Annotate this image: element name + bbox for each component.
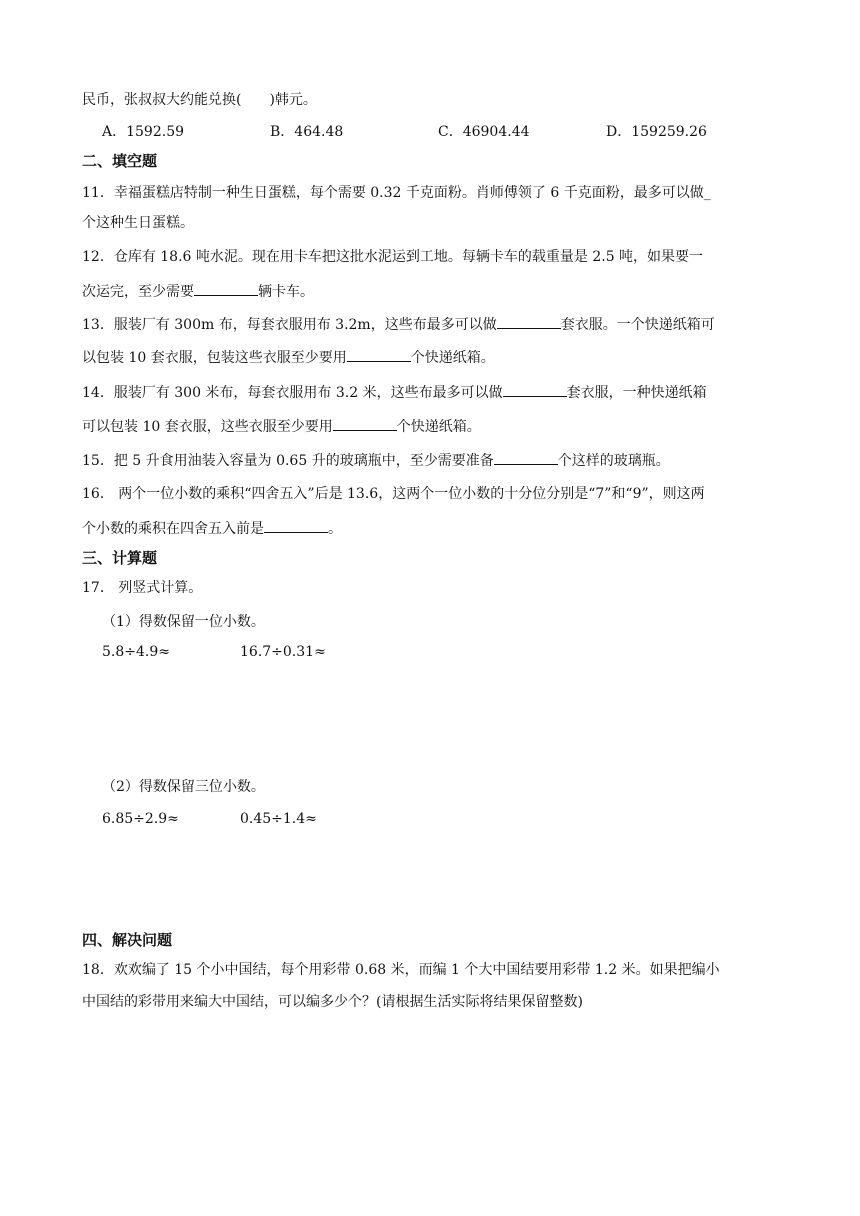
q10-options <box>0 122 860 142</box>
answer-blank[interactable] <box>497 314 561 329</box>
q17-part2-label: （2）得数保留三位小数。 <box>102 779 265 795</box>
q13-text-b: 套衣服。一个快递纸箱可 <box>560 317 715 333</box>
answer-blank[interactable] <box>264 518 328 533</box>
q13-text-d: 个快递纸箱。 <box>410 350 495 366</box>
q17-title: 17． 列竖式计算。 <box>82 580 203 596</box>
section-3-heading: 三、计算题 <box>82 549 158 567</box>
answer-blank[interactable] <box>194 281 258 296</box>
answer-blank[interactable] <box>333 416 397 431</box>
q14-text-c: 可以包装 10 套衣服，这些衣服至少要用 <box>82 419 333 435</box>
q13-text-c: 以包装 10 套衣服，包装这些衣服至少要用 <box>82 350 347 366</box>
q14-text-b: 套衣服，一种快递纸箱 <box>566 385 707 401</box>
q15-text-a: 15．把 5 升食用油装入容量为 0.65 升的玻璃瓶中，至少需要准备 <box>82 453 494 469</box>
q13-line1 <box>82 314 715 335</box>
q18-line1: 18．欢欢编了 15 个小中国结，每个用彩带 0.68 米，而编 1 个大中国结要用彩带 1.2 米。如果把编小 <box>82 962 720 978</box>
calc-item: 16.7÷0.31≈ <box>240 644 326 660</box>
q12-text-b: 辆卡车。 <box>258 284 314 300</box>
calc-item: 0.45÷1.4≈ <box>240 811 317 827</box>
q12-text-a: 次运完，至少需要 <box>82 284 194 300</box>
section-2-heading: 二、填空题 <box>82 152 158 170</box>
option-d: D．159259.26 <box>606 124 707 140</box>
q13-text-a: 13．服装厂有 300m 布，每套衣服用布 3.2m，这些布最多可以做 <box>82 317 497 333</box>
q10-tail: 民币，张叔叔大约能兑换( )韩元。 <box>82 92 317 108</box>
q11-line2: 个这种生日蛋糕。 <box>82 215 194 231</box>
option-a: A．1592.59 <box>102 124 185 140</box>
calc-item: 6.85÷2.9≈ <box>102 811 179 827</box>
answer-blank[interactable] <box>347 347 411 362</box>
answer-blank[interactable] <box>494 450 558 465</box>
answer-blank[interactable] <box>503 382 567 397</box>
q18-line2: 中国结的彩带用来编大中国结，可以编多少个？(请根据生活实际将结果保留整数) <box>82 994 583 1010</box>
q11-line1: 11．幸福蛋糕店特制一种生日蛋糕，每个需要 0.32 千克面粉。肖师傅领了 6 千克面粉，最多可以做_ <box>82 185 711 201</box>
q16-text-a: 个小数的乘积在四舍五入前是 <box>82 521 264 537</box>
q12-line1: 12．仓库有 18.6 吨水泥。现在用卡车把这批水泥运到工地。每辆卡车的载重量是 2.5 吨，如果要一 <box>82 249 704 265</box>
q12-line2 <box>82 281 314 302</box>
q17-part1-label: （1）得数保留一位小数。 <box>102 614 265 630</box>
q14-line2 <box>82 416 481 437</box>
q15-text-b: 个这样的玻璃瓶。 <box>557 453 670 469</box>
q16-line1: 16． 两个一位小数的乘积“四舍五入”后是 13.6，这两个一位小数的十分位分别是“7”和“9”，则这两 <box>82 486 705 502</box>
section-4-heading: 四、解决问题 <box>82 931 173 949</box>
calc-item: 5.8÷4.9≈ <box>102 644 170 660</box>
option-c: C．46904.44 <box>438 124 530 140</box>
q16-text-b: 。 <box>328 521 342 537</box>
q14-text-a: 14．服装厂有 300 米布，每套衣服用布 3.2 米，这些布最多可以做 <box>82 385 503 401</box>
option-b: B．464.48 <box>270 124 344 140</box>
q13-line2 <box>82 347 495 368</box>
q15-line <box>82 450 670 471</box>
q16-line2 <box>82 518 342 539</box>
q14-line1 <box>82 382 707 403</box>
q14-text-d: 个快递纸箱。 <box>396 419 481 435</box>
